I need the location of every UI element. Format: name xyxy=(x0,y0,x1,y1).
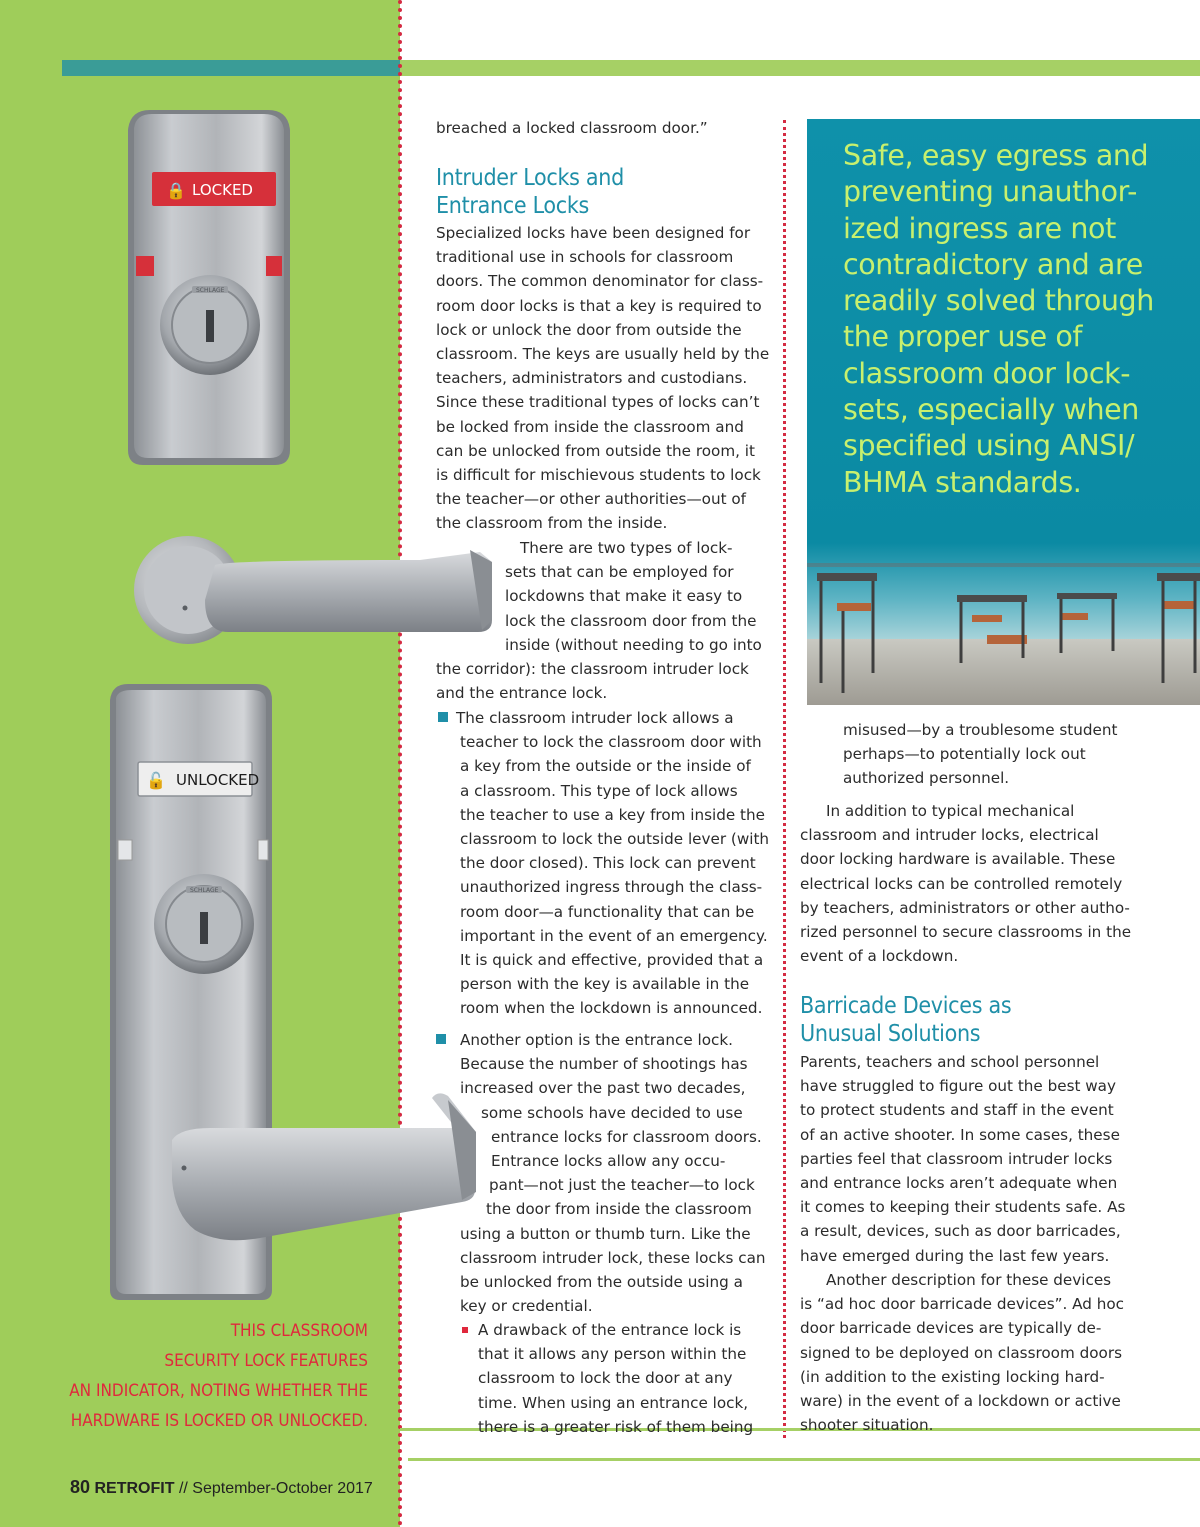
caption-line: AN INDICATOR, NOTING WHETHER THE xyxy=(69,1381,368,1401)
text-line: room door—a functionality that can be xyxy=(460,902,755,921)
paragraph-ad-hoc xyxy=(800,1268,1124,1437)
text-line: Another option is the entrance lock. xyxy=(460,1031,733,1049)
text-line: time. When using an entrance lock, xyxy=(478,1393,749,1412)
text-line: classroom. The keys are usually held by the xyxy=(436,345,770,364)
page-folio xyxy=(70,1477,373,1498)
text-line: lock or unlock the door from outside the xyxy=(436,320,742,339)
text-line: lockdowns that make it easy to xyxy=(505,587,743,606)
pull-quote-line: Safe, easy egress and xyxy=(843,139,1149,172)
text-line: increased over the past two decades, xyxy=(460,1079,746,1098)
text-line: parties feel that classroom intruder locks xyxy=(800,1149,1113,1168)
pull-quote-line: ized ingress are not xyxy=(843,211,1116,245)
footer-rule-left xyxy=(70,1458,398,1461)
text-line: the door from inside the classroom xyxy=(486,1200,752,1219)
text-line: it comes to keeping their students safe. As xyxy=(800,1198,1126,1217)
paragraph-misused-cont xyxy=(843,718,1117,791)
text-line: some schools have decided to use xyxy=(481,1103,743,1122)
pull-quote-line: readily solved through xyxy=(843,284,1154,318)
pull-quote-line: specified using ANSI/ xyxy=(843,429,1135,463)
text-line: Another description for these devices xyxy=(826,1271,1112,1289)
text-line: be unlocked from the outside using a xyxy=(460,1273,743,1292)
heading-line: Barricade Devices as xyxy=(800,993,1012,1019)
pull-quote xyxy=(843,138,1154,501)
paragraph-specialized-locks xyxy=(436,221,769,536)
text-line: ware) in the event of a lockdown or active xyxy=(800,1392,1121,1411)
unlock-padlock-icon: 🔓 xyxy=(146,771,166,790)
magazine-name: RETROFIT xyxy=(94,1480,175,1497)
heading-intruder-locks xyxy=(436,164,624,220)
text-line: room door locks is that a key is required to xyxy=(436,296,762,315)
text-line: Specialized locks have been designed for xyxy=(436,224,751,242)
lead-line xyxy=(436,116,708,140)
cylinder-brand-top: SCHLAGE xyxy=(196,287,225,294)
text-line: to protect students and staff in the event xyxy=(800,1101,1114,1120)
caption-line: SECURITY LOCK FEATURES xyxy=(164,1351,368,1371)
text-line: door barricade devices are typically de- xyxy=(800,1319,1102,1338)
text-line: doors. The common denominator for class- xyxy=(436,272,764,291)
text-line: the corridor): the classroom intruder lock xyxy=(436,660,749,679)
text-line: the door closed). This lock can prevent xyxy=(460,854,756,873)
text-line: classroom to lock the door at any xyxy=(478,1369,733,1388)
text-line: the teacher—or other authorities—out of xyxy=(436,490,746,509)
locked-indicator-label: LOCKED xyxy=(192,181,253,199)
sub-bullet-drawback xyxy=(478,1318,753,1439)
text-line: inside (without needing to go into xyxy=(505,635,762,654)
text-line: room when the lockdown is announced. xyxy=(460,999,763,1018)
pull-quote-line: classroom door lock- xyxy=(843,356,1131,390)
text-line: The classroom intruder lock allows a xyxy=(456,709,734,727)
text-line: have emerged during the last few years. xyxy=(800,1246,1110,1265)
pull-quote-line: preventing unauthor- xyxy=(843,175,1137,209)
text-line: There are two types of lock- xyxy=(520,539,733,557)
text-line: there is a greater risk of them being xyxy=(478,1417,754,1436)
text-line: event of a lockdown. xyxy=(800,947,959,966)
classroom-desks-photo xyxy=(807,543,1200,705)
text-line: using a button or thumb turn. Like the xyxy=(460,1224,751,1243)
caption-line: THIS CLASSROOM xyxy=(230,1321,368,1341)
text-line: breached a locked classroom door.” xyxy=(436,119,708,137)
photo-caption xyxy=(69,1316,368,1436)
text-line: be locked from inside the classroom and xyxy=(436,417,744,436)
text-line: A drawback of the entrance lock is xyxy=(478,1321,742,1339)
folio-separator: // xyxy=(178,1480,188,1497)
footer-rule-right xyxy=(408,1458,1200,1461)
cylinder-brand-bottom: SCHLAGE xyxy=(190,887,219,894)
text-line: a key from the outside or the inside of xyxy=(460,757,751,776)
pull-quote-line: sets, especially when xyxy=(843,393,1139,427)
text-line: entrance locks for classroom doors. xyxy=(491,1127,762,1146)
heading-line: Unusual Solutions xyxy=(800,1021,981,1047)
text-line: It is quick and effective, provided that a xyxy=(460,951,764,970)
text-line: teacher to lock the classroom door with xyxy=(460,733,762,752)
bullet-intruder-lock xyxy=(456,706,769,1021)
text-line: a classroom. This type of lock allows xyxy=(460,781,738,800)
text-line: a result, devices, such as door barricades, xyxy=(800,1222,1121,1241)
unlocked-indicator-label: UNLOCKED xyxy=(176,771,260,789)
text-line: have struggled to figure out the best way xyxy=(800,1077,1116,1096)
sub-bullet-icon xyxy=(462,1327,468,1333)
text-line: key or credential. xyxy=(460,1297,593,1316)
text-line: electrical locks can be controlled remotely xyxy=(800,874,1123,893)
lock-padlock-icon: 🔒 xyxy=(166,181,186,200)
text-line: can be unlocked from outside the room, it xyxy=(436,441,755,460)
text-line: unauthorized ingress through the class- xyxy=(460,878,763,897)
text-line: the classroom from the inside. xyxy=(436,514,668,533)
text-line: sets that can be employed for xyxy=(505,563,734,582)
text-line: and the entrance lock. xyxy=(436,684,608,703)
paragraph-electrical-locks xyxy=(800,799,1131,968)
text-line: by teachers, administrators or other autho- xyxy=(800,898,1130,917)
text-line: and entrance locks aren’t adequate when xyxy=(800,1174,1118,1193)
text-line: door locking hardware is available. These xyxy=(800,850,1116,869)
text-line: is difficult for mischievous students to lock xyxy=(436,466,761,485)
text-line: classroom to lock the outside lever (with xyxy=(460,830,770,849)
caption-line: HARDWARE IS LOCKED OR UNLOCKED. xyxy=(70,1411,368,1431)
heading-barricade-devices xyxy=(800,992,1011,1048)
text-line: that it allows any person within the xyxy=(478,1345,747,1364)
text-line: In addition to typical mechanical xyxy=(826,802,1075,820)
bullet-entrance-lock xyxy=(460,1028,766,1318)
text-line: traditional use in schools for classroom xyxy=(436,248,734,267)
heading-line: Intruder Locks and xyxy=(436,165,624,191)
bullet-square-icon xyxy=(438,712,448,722)
bullet-square-icon xyxy=(436,1034,446,1044)
page-number: 80 xyxy=(70,1477,91,1497)
text-line: teachers, administrators and custodians. xyxy=(436,369,748,388)
text-line: classroom and intruder locks, electrical xyxy=(800,826,1099,845)
column-dotted-divider xyxy=(783,120,786,1438)
text-line: rized personnel to secure classrooms in the xyxy=(800,923,1132,942)
text-line: Entrance locks allow any occu- xyxy=(491,1152,726,1171)
text-line: signed to be deployed on classroom doors xyxy=(800,1343,1122,1362)
text-line: Because the number of shootings has xyxy=(460,1055,748,1074)
text-line: misused—by a troublesome student xyxy=(843,721,1118,739)
issue-date: September-October 2017 xyxy=(192,1480,373,1497)
pull-quote-line: BHMA standards. xyxy=(843,465,1082,499)
heading-line: Entrance Locks xyxy=(436,193,589,219)
text-line: is “ad hoc door barricade devices”. Ad hoc xyxy=(800,1295,1125,1314)
text-line: perhaps—to potentially lock out xyxy=(843,745,1086,764)
text-line: classroom intruder lock, these locks can xyxy=(460,1248,766,1267)
text-line: of an active shooter. In some cases, these xyxy=(800,1125,1120,1144)
text-line: (in addition to the existing locking hard- xyxy=(800,1367,1105,1386)
text-line: the teacher to use a key from inside the xyxy=(460,805,765,824)
text-line: important in the event of an emergency. xyxy=(460,926,768,945)
lock-hardware-illustration xyxy=(0,0,500,1320)
text-line: shooter situation. xyxy=(800,1416,934,1435)
text-line: pant—not just the teacher—to lock xyxy=(489,1176,755,1195)
paragraph-two-types xyxy=(436,536,762,705)
text-line: Since these traditional types of locks can’t xyxy=(436,393,760,412)
green-header-bar xyxy=(400,60,1200,76)
paragraph-barricade xyxy=(800,1050,1125,1268)
text-line: lock the classroom door from the xyxy=(505,611,757,630)
pull-quote-line: the proper use of xyxy=(843,320,1083,354)
pull-quote-line: contradictory and are xyxy=(843,247,1143,281)
text-line: authorized personnel. xyxy=(843,769,1010,788)
text-line: Parents, teachers and school personnel xyxy=(800,1053,1100,1071)
text-line: person with the key is available in the xyxy=(460,975,750,994)
